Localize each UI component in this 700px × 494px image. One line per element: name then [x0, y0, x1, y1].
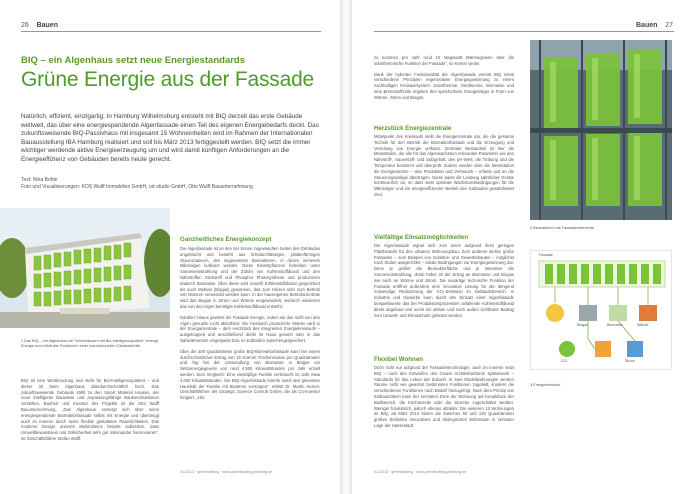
section-label: Bauen: [636, 22, 658, 29]
caption-3: 3 Energiekreislauf: [530, 383, 561, 387]
energy-cycle-diagram: [530, 250, 672, 370]
header-rule: [21, 31, 321, 32]
page-number: 27: [665, 22, 673, 29]
caption-1: 1 Das BIQ – ein Algenhaus mit "Wohnhäusern mit Bio-Intelligenzquotient" erzeugt Energie und erfüllt alle Funktionen einer konventionellen Gebäudehülle.: [21, 339, 159, 349]
caption-2: 2 Bioreaktoren als Fassadenelemente: [530, 226, 594, 230]
paragraph: Darüber hinaus gewinnt die Fassade Energie, indem sie das nicht von den Algen genutzte Licht absorbiert. Die hierdurch produzierte Wärme wird in der Energiezentrale – dem Herzstück des integrierten Energiekreislaufs – ausgekoppelt und anschließend direkt im Haus genutzt oder in das Nahwärmenetz eingespeist bzw. im Erdboden zwischengespeichert.: [180, 314, 320, 343]
paragraph: zu kommen pro Jahr rund 10 Megawatt Wärmegewinn über die solarthermische Funktion der Fassade", so Kerner weiter.: [374, 55, 514, 66]
header-rule: [374, 31, 674, 32]
paragraph: Über die 200 Quadratmeter große BIQ-Bioreaktorfassade kann bei einem durchschnittlichen Ertrag von 15 Gramm Trockenmasse pro Quadratmeter und Tag bei der Umwandlung von Biomasse in Biogas ein Nettoenergiegewinn von rund 4.500 Kilowattstunden pro Jahr erzielt werden. Zum Vergleich: Eine vierköpfige Familie verbraucht im Jahr etwa 4.000 Kilowattstunden. Die BIQ-Algenfassade könnte somit den gesamten Haushalt der Familie mit Biostrom versorgen", erklärt Dr. Martin Kerner, Geschäftsführer der Strategic Science Consult GmbH, die als Co-Investor fungiert. „Hin-: [180, 348, 320, 401]
credit-text: Text: Nina Bohle: [21, 177, 58, 183]
footer: 01-02/13 · greenbuilding · www.greenbuilding-planning.de: [180, 470, 273, 474]
credit-photo: Foto und Visualisierungen: KOS Wulff Immobilien GmbH, ort-studio GmbH, Otto Wulff Bauunternehmung: [21, 184, 253, 190]
building-photo: [0, 208, 170, 328]
diagram-label: Wärme: [637, 323, 649, 327]
section-label: Bauen: [36, 22, 58, 29]
article-title: Grüne Energie aus der Fassade: [21, 68, 315, 91]
paragraph: Mittelpunkt des Kreislaufs stellt die Energiezentrale dar, die die gesamte Technik für den Betrieb der Bioreaktorfassade und die Erzeugung und Verteilung von Energie umfasst. Zentraler Bestandteil ist hier die Messstation, die alle für das Algenwachstum relevanten Parameter wie den Nährstoff-, Sauerstoff- und Salzgehalt, den pH-Wert, die Trübung und die Temperatur bestimmt und überprüft. Zudem werden über die Messstation die Energieströme – also Produktion und Verbrauch – erfasst und an die Steuerungsanlage übertragen. Diese passt die Leistung sämtlicher Geräte kontinuierlich an, so dass stets optimale Wachstumsbedingungen für die Mikroalgen und ein energieeffizienter Betrieb des Gebäudes gewährleistet sind.: [374, 134, 514, 197]
left-column-text: BIQ ist eine Wortkreuzung und steht für Bio-Intelligenzquotient – und dieser ist beim Algenhaus überdurchschnittlich hoch. Das zukunftsweisende Gebäude zählt zu den Smart Material Houses, der neue intelligente Bauweise und anpassungsfähige Baukonstruktionen vorstellen. Bauherr und Investor des Projekts ist die Otto Wulff Bauunternehmung. „Das Algenhaus versorgt sich über seine energiespendende Bioreaktorfassade selbst mit Energie und überzeugt auch im Inneren durch seine flexible gestalteten Räumlichkeiten. Das moderne Design unseres Meilensteins bewirkt außerdem, dass Umweltbewusstsein und Stilsicherheit sehr gut miteinander harmonieren", so Geschäftsführer Stefan Wulff.: [21, 378, 159, 441]
paragraph: Doch nicht nur aufgrund der Fassadentechnologie, auch im Inneren setzt BIQ – nach den Entwürfen des Grazer Architekturbüros Splitterwerk – Standards für das Leben der Zukunft. In zwei Modellwohnungen werden Räume nicht wie gewohnt bestimmten Funktionen zugeteilt, sondern die verschiedenen Funktionen nach Bedarf hinzugefügt. Nach dem Prinzip von Einbaumöbeln kann der zentralen Zone der Wohnung auf Knopfdruck der Badbereich, die Küchenzeile oder die Stoecke zugeschaltet werden. Weniger futuristisch, jedoch ebenso attraktiv: Die weiteren 13 Wohnungen im BIQ, ab März 2013 bieten die zwischen 50 und 120 Quadratmeter großen Einheiten innovatives und ökologisches Wohnraum in zentraler Lage der Hansestadt.: [374, 365, 514, 428]
right-page: [352, 0, 692, 494]
page-header-right: [636, 22, 673, 29]
page-number: 26: [21, 22, 29, 29]
book-gutter: [340, 0, 352, 494]
diagram-label: Biomasse: [607, 323, 623, 327]
middle-column-text: [180, 246, 320, 401]
paragraph: Dank der hybriden Funktionalität der Algenfassade vereint BIQ somit verschiedene Prinzipien regenerativer Energiegewinnung zu einem nachhaltigen Kreislaufsystem: Solarthermie, Geothermie, Biomasse und eine Brennstoffzelle ergeben drei speicherbare Energieträger in Form von Wärme, Strom und Biogas.: [374, 71, 514, 100]
subheading-energy-concept: Ganzheitliches Energiekonzept: [180, 236, 272, 243]
diagram-label: CO₂: [561, 359, 568, 363]
article-lead: Natürlich, effizient, einzigartig: In Hamburg Wilhelmsburg entsteht mit BIQ derzeit das erste Gebäude weltweit, das über eine energiespendende Algenfassade einen Teil des eigenen Energiebedarfs deckt. Das zukunftsweisende BIQ-Passivhaus mit insgesamt 15 Wohneinheiten wird im Rahmen der Internationalen Bauausstellung IBA Hamburg realisiert und soll bis März 2013 fertiggestellt werden. BIQ setzt die immer wichtiger werdende aktive Energieerzeugung um und wird damit künftigen Anforderungen an die Energieeffizienz von Gebäuden bereits heute gerecht.: [21, 113, 319, 163]
article-kicker: BIQ – ein Algenhaus setzt neue Energiestandards: [21, 55, 246, 66]
subheading-energy-center: Herzstück Energiezentrale: [374, 125, 452, 132]
right-column-text: [374, 55, 514, 101]
subheading-flexible-living: Flexibel Wohnen: [374, 356, 424, 363]
paragraph: Die Algenfassade ist an den der Sonne zugewandten Seiten des Gebäudes angebracht und besteht aus lichtdurchlässigen, plattenförmigen Glaucontainern, den sogenannten Bioreaktoren, in denen immerein Mikroalgen kultiviert werden. Diese Kleinstpflanzen betreiben unter Sonneneinstrahlung und der Zufuhr von Kohlenstoffdioxid und den Nährstoffen Stickstoff und Phosphor Photosynthese und produzieren dadurch Biomasse. Über diese wird sowohl Kohlenstoffdioxid gespeichert als auch Methan (Biogas) gewonnen, das zum Heizen oder zum Betrieb von Motoren verwendet werden kann. In der hauseigenen Betriebszentrale wird das Biogas in Strom und Wärme umgewandelt, wodurch wiederum das von den Algen benötigte Kohlenstoffdioxid entsteht.: [180, 246, 320, 309]
diagram-label: Biogas: [577, 323, 588, 327]
facade-photo: [530, 40, 672, 220]
diagram-label: Strom: [625, 359, 635, 363]
article-credits: [21, 177, 321, 191]
subheading-applications: Vielfältige Einsatzmöglichkeiten: [374, 234, 469, 241]
footer: 01-02/13 · greenbuilding · www.greenbuilding-planning.de: [374, 470, 467, 474]
left-page: [0, 0, 340, 494]
diagram-label: Fassade: [539, 253, 553, 257]
page-header-left: [21, 22, 58, 29]
paragraph: Die Algenfassade eignet sich zum einen aufgrund ihres geringen Platzbedarfs für den urbanen Wohnungsbau. Zum anderen stellen große Fassaden – zum Beispiel von Industrie- und Gewerbebauten – möglichst nach Süden ausgerichtet – ideale Bedingungen zur Energiegewinnung dar. Denn je größer die Bioreaktorfläche und je intensiver die Sonneneinstrahlung, desto höher ist der Ertrag an Biomasse und Biogas wie auch an Wärme und Strom. Die neuartige technische Funktion der Fassade eröffnet außerdem eine innovative Lösung für die dringend notwendige Reduzierung der CO₂-Emission im Gebäudebereich. In Industrie und Gewerbe kann durch den Einsatz einer Algenfassade beispielsweise das bei Produktionsprozessen anfallende Kohlenstoffdioxid direkt abgebaut und somit ein aktiver und nach außen sichtbarer Beitrag zum Umwelt- und Klimaschutz geleistet werden.: [374, 243, 514, 318]
